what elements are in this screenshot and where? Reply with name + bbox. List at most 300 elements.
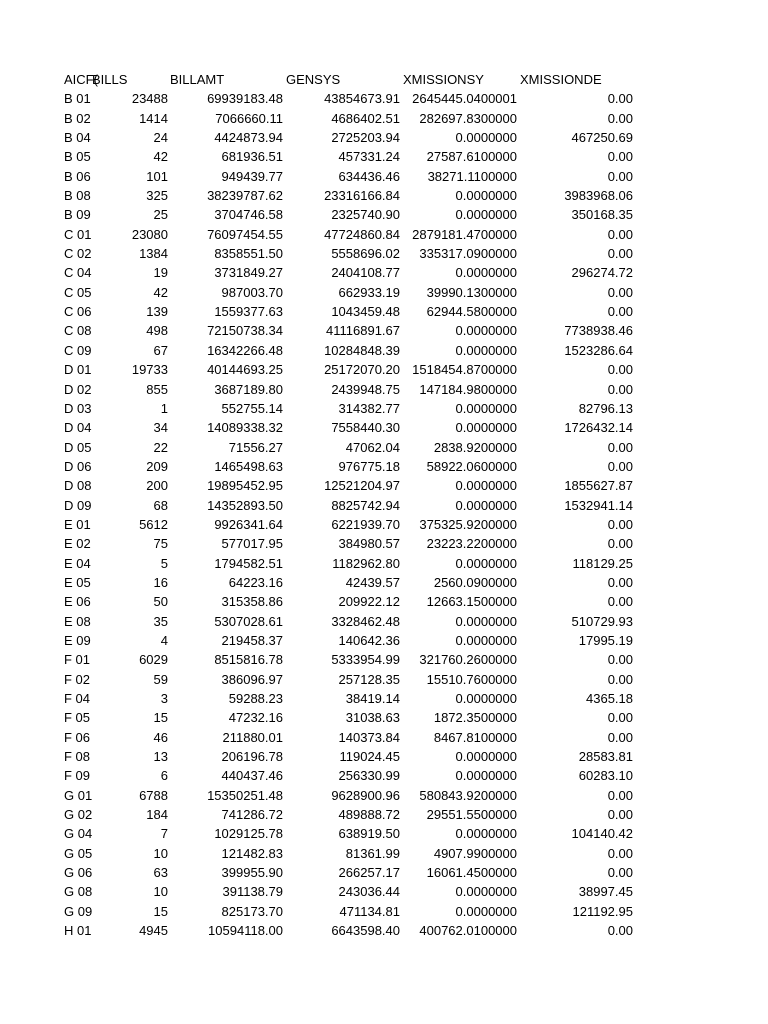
cell-gensys: 384980.57 [338,536,400,552]
cell-gensys: 12521204.97 [324,478,400,494]
table-row [64,786,664,805]
table-row [64,496,664,515]
cell-xmissionde: 17995.19 [578,632,633,648]
cell-gensys: 140373.84 [338,729,400,745]
cell-bills: 46 [153,729,168,745]
table-row [64,515,664,534]
table-row [64,747,664,766]
table-row [64,302,664,321]
cell-xmissionde: 60283.10 [578,768,633,784]
cell-gensys: 634436.46 [338,168,400,184]
cell-bills: 5612 [139,516,168,532]
cell-aicf: H 01 [64,923,92,939]
cell-billamt: 552755.14 [221,400,283,416]
cell-gensys: 23316166.84 [324,188,400,204]
cell-gensys: 2325740.90 [331,207,400,223]
cell-xmissionde: 0.00 [607,671,633,687]
table-row [64,341,664,360]
cell-aicf: C 08 [64,323,92,339]
cell-billamt: 219458.37 [221,632,283,648]
table-row [64,650,664,669]
cell-xmissionde: 0.00 [607,516,633,532]
cell-xmissionsy: 0.0000000 [455,130,517,146]
cell-aicf: E 02 [64,536,91,552]
cell-billamt: 206196.78 [221,749,283,765]
cell-gensys: 2439948.75 [331,381,400,397]
cell-xmissionde: 0.00 [607,536,633,552]
cell-xmissionde: 3983968.06 [564,188,633,204]
cell-xmissionde: 0.00 [607,710,633,726]
cell-xmissionsy: 0.0000000 [455,207,517,223]
cell-bills: 15 [153,903,168,919]
cell-xmissionsy: 1872.3500000 [433,710,517,726]
table-row [64,321,664,340]
cell-billamt: 1029125.78 [214,826,283,842]
cell-billamt: 8358551.50 [214,246,283,262]
cell-xmissionde: 0.00 [607,246,633,262]
cell-gensys: 10284848.39 [324,342,400,358]
cell-gensys: 471134.81 [339,903,400,919]
cell-billamt: 38239787.62 [207,188,283,204]
cell-xmissionde: 7738938.46 [564,323,633,339]
cell-billamt: 8515816.78 [214,652,283,668]
cell-gensys: 2725203.94 [331,130,400,146]
cell-xmissionsy: 23223.2200000 [426,536,517,552]
cell-gensys: 256330.99 [338,768,400,784]
table-row [64,863,664,882]
cell-billamt: 14352893.50 [207,497,283,513]
cell-xmissionde: 0.00 [607,923,633,939]
table-row [64,263,664,282]
cell-xmissionsy: 0.0000000 [455,768,517,784]
cell-gensys: 1043459.48 [331,304,400,320]
cell-aicf: B 05 [64,149,91,165]
cell-xmissionsy: 15510.7600000 [426,671,517,687]
cell-xmissionde: 0.00 [607,284,633,300]
cell-aicf: F 01 [64,652,91,668]
cell-aicf: F 04 [64,691,91,706]
cell-aicf: B 08 [64,188,91,204]
cell-aicf: G 05 [64,845,93,861]
data-table [64,70,664,940]
header-aicf: AICF( [64,72,98,87]
cell-aicf: C 02 [64,246,92,262]
cell-billamt: 15350251.48 [207,787,283,803]
cell-bills: 67 [153,342,168,358]
table-row [64,457,664,476]
cell-bills: 25 [153,207,168,223]
cell-xmissionsy: 0.0000000 [455,632,517,648]
table-row [64,824,664,843]
cell-gensys: 2404108.77 [331,265,400,281]
cell-billamt: 3731849.27 [214,265,283,281]
table-row [64,670,664,689]
cell-gensys: 7558440.30 [331,420,400,436]
table-row [64,109,664,128]
header-billamt: BILLAMT [170,72,225,87]
cell-gensys: 662933.19 [338,284,400,300]
cell-gensys: 489888.72 [338,807,400,823]
cell-xmissionde: 28583.81 [578,749,633,765]
cell-billamt: 315358.86 [221,594,283,610]
cell-xmissionsy: 147184.9800000 [419,381,517,397]
cell-xmissionsy: 16061.4500000 [426,865,517,881]
cell-bills: 5 [160,555,168,571]
cell-aicf: F 05 [64,710,91,726]
cell-gensys: 81361.99 [345,845,400,861]
cell-gensys: 457331.24 [338,149,400,165]
cell-billamt: 47232.16 [228,710,283,726]
cell-bills: 50 [153,594,168,610]
cell-aicf: D 01 [64,362,92,378]
cell-xmissionsy: 400762.0100000 [419,923,517,939]
cell-bills: 139 [146,304,168,320]
cell-aicf: E 01 [64,516,91,532]
cell-bills: 4945 [139,923,168,939]
table-row [64,612,664,631]
header-bills: BILLS [92,72,128,87]
cell-gensys: 4686402.51 [331,110,400,126]
cell-aicf: G 04 [64,826,93,842]
cell-billamt: 825173.70 [221,903,283,919]
cell-bills: 855 [146,381,168,397]
cell-bills: 15 [153,710,168,726]
cell-aicf: C 01 [64,226,92,242]
cell-aicf: G 06 [64,865,93,881]
cell-bills: 1384 [139,246,168,262]
cell-billamt: 10594118.00 [208,923,283,939]
cell-gensys: 209922.12 [338,594,400,610]
cell-bills: 24 [153,130,168,146]
table-row [64,805,664,824]
cell-gensys: 638919.50 [338,826,400,842]
cell-gensys: 3328462.48 [331,613,400,629]
cell-billamt: 386096.97 [221,671,283,687]
cell-billamt: 14089338.32 [207,420,283,436]
cell-xmissionde: 350168.35 [571,207,633,223]
cell-xmissionde: 1532941.14 [564,497,633,513]
cell-xmissionde: 0.00 [607,807,633,823]
table-row [64,844,664,863]
cell-xmissionde: 0.00 [607,149,633,165]
cell-billamt: 69939183.48 [207,91,283,107]
cell-bills: 101 [146,168,168,184]
cell-bills: 22 [153,439,168,455]
cell-billamt: 16342266.48 [207,342,283,358]
cell-xmissionde: 0.00 [607,652,633,668]
cell-bills: 209 [146,458,168,474]
cell-billamt: 7066660.11 [215,110,283,126]
cell-xmissionsy: 0.0000000 [455,691,517,706]
cell-bills: 498 [146,323,168,339]
cell-aicf: D 02 [64,381,92,397]
cell-gensys: 41116891.67 [326,323,400,339]
cell-bills: 34 [153,420,168,436]
cell-xmissionsy: 0.0000000 [455,555,517,571]
cell-billamt: 391138.79 [222,884,283,900]
table-row [64,554,664,573]
cell-gensys: 257128.35 [338,671,400,687]
cell-bills: 1414 [139,110,168,126]
table-row [64,186,664,205]
header-xmissionsy: XMISSIONSY [403,72,484,87]
cell-aicf: B 04 [64,130,91,146]
cell-bills: 6029 [139,652,168,668]
cell-xmissionsy: 4907.9900000 [433,845,517,861]
cell-billamt: 211880.01 [222,729,283,745]
cell-gensys: 25172070.20 [324,362,400,378]
cell-billamt: 64223.16 [228,574,283,590]
cell-gensys: 266257.17 [338,865,400,881]
cell-aicf: D 06 [64,458,92,474]
cell-bills: 63 [153,865,168,881]
cell-aicf: E 08 [64,613,91,629]
cell-xmissionsy: 0.0000000 [455,613,517,629]
cell-xmissionsy: 2879181.4700000 [412,226,517,242]
cell-aicf: E 09 [64,632,91,648]
cell-xmissionde: 82796.13 [578,400,633,416]
cell-xmissionde: 0.00 [607,226,633,242]
cell-aicf: D 08 [64,478,92,494]
cell-xmissionsy: 0.0000000 [455,342,517,358]
cell-xmissionde: 0.00 [607,729,633,745]
cell-xmissionde: 121192.95 [572,903,633,919]
cell-bills: 6 [160,768,168,784]
cell-xmissionde: 0.00 [607,91,633,107]
cell-aicf: F 02 [64,671,91,687]
cell-bills: 10 [153,845,168,861]
table-row [64,902,664,921]
cell-billamt: 3687189.80 [214,381,283,397]
cell-bills: 13 [153,749,168,765]
cell-xmissionsy: 282697.8300000 [419,110,517,126]
cell-gensys: 6221939.70 [331,516,400,532]
cell-bills: 23488 [131,91,168,107]
cell-xmissionsy: 0.0000000 [455,420,517,436]
cell-gensys: 1182962.80 [332,555,400,571]
table-row [64,147,664,166]
cell-aicf: D 09 [64,497,92,513]
table-row [64,205,664,224]
cell-bills: 6788 [139,787,168,803]
cell-aicf: C 05 [64,284,92,300]
cell-xmissionde: 467250.69 [571,130,633,146]
cell-xmissionsy: 29551.5500000 [426,807,517,823]
cell-bills: 7 [160,826,168,842]
table-row [64,418,664,437]
cell-aicf: F 08 [64,749,91,765]
cell-gensys: 31038.63 [345,710,400,726]
cell-xmissionsy: 58922.0600000 [426,458,517,474]
cell-xmissionsy: 38271.1100000 [427,168,517,184]
cell-bills: 19 [153,265,168,281]
table-row [64,167,664,186]
cell-aicf: F 06 [64,729,91,745]
cell-billamt: 40144693.25 [207,362,283,378]
header-xmissionde: XMISSIONDE [520,72,602,87]
cell-aicf: D 05 [64,439,92,455]
cell-gensys: 38419.14 [345,691,400,706]
cell-aicf: E 06 [64,594,91,610]
cell-billamt: 3704746.58 [214,207,283,223]
cell-xmissionde: 0.00 [607,439,633,455]
cell-aicf: G 09 [64,903,93,919]
cell-billamt: 59288.23 [228,691,283,706]
cell-gensys: 5558696.02 [331,246,400,262]
cell-billamt: 577017.95 [221,536,283,552]
table-row [64,283,664,302]
cell-xmissionde: 0.00 [607,574,633,590]
cell-aicf: G 08 [64,884,93,900]
cell-xmissionde: 0.00 [607,168,633,184]
cell-gensys: 43854673.91 [324,91,400,107]
cell-xmissionsy: 580843.9200000 [419,787,517,803]
cell-aicf: B 09 [64,207,91,223]
cell-billamt: 121482.83 [221,845,283,861]
cell-xmissionde: 0.00 [607,458,633,474]
cell-xmissionde: 296274.72 [571,265,633,281]
cell-aicf: D 03 [64,400,92,416]
cell-xmissionsy: 0.0000000 [455,400,517,416]
cell-aicf: G 01 [64,787,93,803]
cell-xmissionsy: 8467.8100000 [433,729,517,745]
cell-xmissionsy: 0.0000000 [455,323,517,339]
cell-xmissionde: 4365.18 [586,691,633,706]
cell-bills: 10 [153,884,168,900]
cell-bills: 23080 [131,226,168,242]
table-row [64,225,664,244]
cell-xmissionde: 0.00 [607,594,633,610]
cell-billamt: 440437.46 [221,768,283,784]
cell-xmissionsy: 0.0000000 [455,903,517,919]
cell-aicf: B 02 [64,110,91,126]
cell-xmissionsy: 0.0000000 [455,749,517,765]
cell-aicf: B 06 [64,168,91,184]
table-row [64,708,664,727]
cell-xmissionde: 0.00 [607,110,633,126]
cell-aicf: E 04 [64,555,91,571]
cell-bills: 59 [153,671,168,687]
cell-bills: 200 [146,478,168,494]
cell-xmissionde: 510729.93 [571,613,633,629]
table-row [64,631,664,650]
cell-billamt: 76097454.55 [207,226,283,242]
table-row [64,244,664,263]
table-row [64,534,664,553]
cell-xmissionsy: 12663.1500000 [426,594,517,610]
cell-gensys: 119024.45 [339,749,400,765]
table-body [64,89,664,940]
table-row [64,476,664,495]
cell-billamt: 71556.27 [228,439,283,455]
table-row [64,380,664,399]
cell-xmissionsy: 2838.9200000 [433,439,517,455]
cell-aicf: B 01 [64,91,91,107]
cell-billamt: 741286.72 [221,807,283,823]
cell-billamt: 72150738.34 [207,323,283,339]
cell-xmissionde: 0.00 [607,304,633,320]
cell-bills: 42 [153,149,168,165]
cell-xmissionsy: 0.0000000 [455,188,517,204]
cell-gensys: 243036.44 [338,884,400,900]
cell-xmissionsy: 62944.5800000 [426,304,517,320]
cell-xmissionsy: 335317.0900000 [419,246,517,262]
cell-xmissionsy: 27587.6100000 [426,149,517,165]
cell-billamt: 1559377.63 [214,304,283,320]
cell-xmissionsy: 1518454.8700000 [412,362,517,378]
cell-xmissionsy: 2560.0900000 [433,574,517,590]
table-row [64,921,664,940]
cell-xmissionsy: 2645445.0400001 [412,91,517,107]
cell-billamt: 949439.77 [221,168,283,184]
table-row [64,766,664,785]
cell-xmissionde: 118129.25 [572,555,633,571]
cell-bills: 1 [160,400,168,416]
cell-gensys: 140642.36 [338,632,400,648]
cell-xmissionsy: 0.0000000 [455,497,517,513]
cell-xmissionde: 1855627.87 [564,478,633,494]
cell-bills: 184 [146,807,168,823]
cell-billamt: 9926341.64 [214,516,283,532]
cell-xmissionde: 0.00 [607,381,633,397]
cell-gensys: 42439.57 [345,574,400,590]
cell-bills: 42 [153,284,168,300]
cell-aicf: G 02 [64,807,93,823]
cell-bills: 4 [160,632,168,648]
cell-aicf: F 09 [64,768,91,784]
cell-bills: 16 [153,574,168,590]
cell-billamt: 987003.70 [221,284,283,300]
cell-xmissionde: 0.00 [607,865,633,881]
cell-gensys: 976775.18 [338,458,400,474]
cell-xmissionde: 0.00 [607,787,633,803]
cell-xmissionsy: 321760.2600000 [419,652,517,668]
cell-billamt: 1794582.51 [214,555,283,571]
cell-gensys: 314382.77 [338,400,400,416]
table-row [64,573,664,592]
cell-xmissionsy: 0.0000000 [455,884,517,900]
cell-gensys: 5333954.99 [331,652,400,668]
cell-gensys: 8825742.94 [331,497,400,513]
cell-gensys: 9628900.96 [331,787,400,803]
cell-xmissionsy: 39990.1300000 [426,284,517,300]
table-row [64,882,664,901]
cell-aicf: C 04 [64,265,92,281]
table-row [64,128,664,147]
cell-bills: 3 [160,691,168,706]
cell-bills: 75 [153,536,168,552]
cell-billamt: 4424873.94 [214,130,283,146]
cell-xmissionsy: 375325.9200000 [419,516,517,532]
table-row [64,89,664,108]
cell-xmissionsy: 0.0000000 [455,826,517,842]
table-row [64,689,664,708]
cell-gensys: 47724860.84 [324,226,400,242]
cell-xmissionde: 1726432.14 [564,420,633,436]
cell-xmissionsy: 0.0000000 [455,478,517,494]
cell-bills: 68 [153,497,168,513]
header-gensys: GENSYS [286,72,341,87]
cell-aicf: C 09 [64,342,92,358]
table-row [64,360,664,379]
cell-gensys: 47062.04 [345,439,400,455]
cell-xmissionde: 1523286.64 [564,342,633,358]
cell-billamt: 5307028.61 [214,613,283,629]
cell-xmissionde: 38997.45 [578,884,633,900]
table-row [64,438,664,457]
cell-gensys: 6643598.40 [331,923,400,939]
table-row [64,728,664,747]
